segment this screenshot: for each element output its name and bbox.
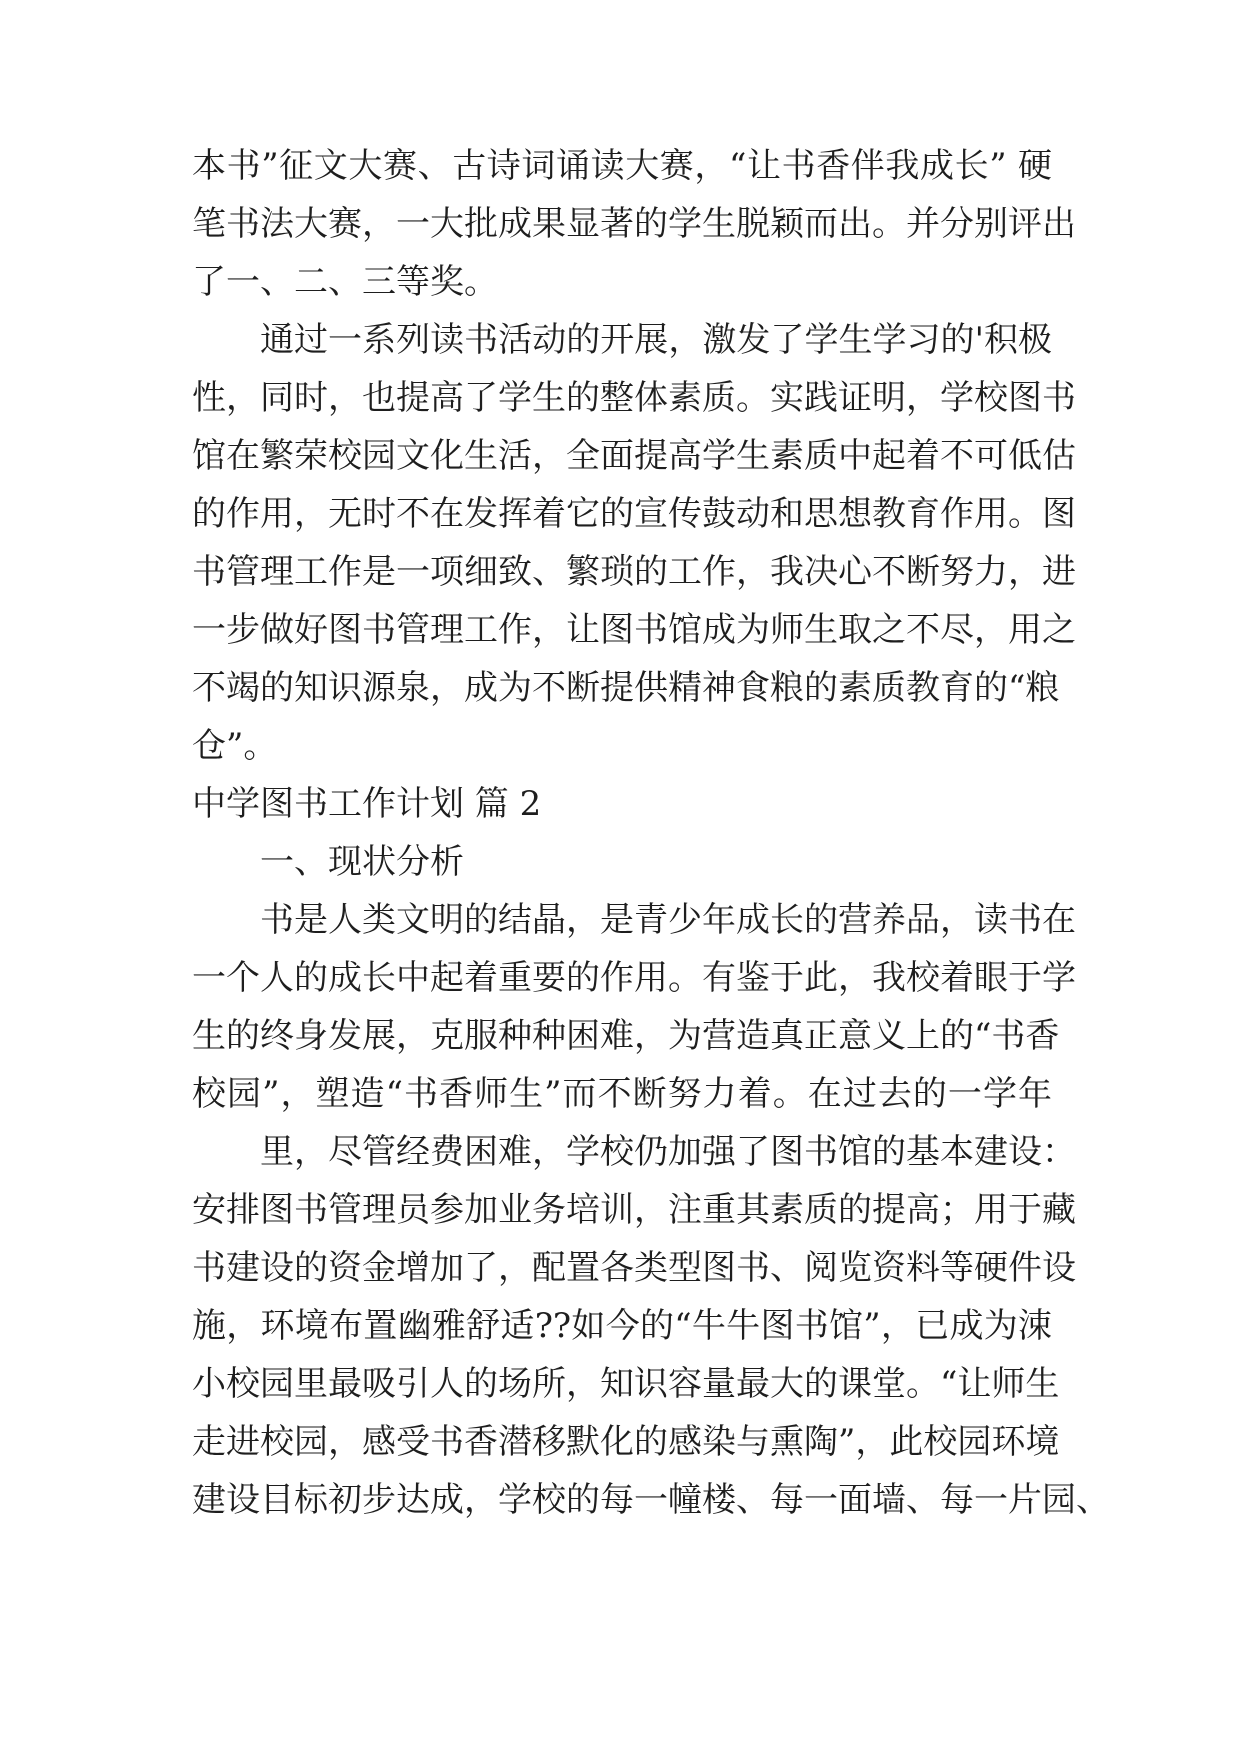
text-line: 不竭的知识源泉，成为不断提供精神食粮的素质教育的“粮 [192, 668, 1060, 708]
text-line: 一个人的成长中起着重要的作用。有鉴于此，我校着眼于学 [192, 958, 1076, 998]
text-line: 里，尽管经费困难，学校仍加强了图书馆的基本建设： [260, 1132, 1076, 1172]
text-line: 通过一系列读书活动的开展，激发了学生学习的'积极 [260, 320, 1052, 360]
text-line: 书建设的资金增加了，配置各类型图书、阅览资料等硬件设 [192, 1248, 1076, 1288]
text-line: 施，环境布置幽雅舒适??如今的“牛牛图书馆”，已成为涑 [192, 1306, 1052, 1346]
text-line: 笔书法大赛，一大批成果显著的学生脱颖而出。并分别评出 [192, 204, 1076, 244]
text-line: 了一、二、三等奖。 [192, 262, 498, 302]
text-line: 建设目标初步达成，学校的每一幢楼、每一面墙、每一片园、 [192, 1480, 1110, 1520]
section-heading: 中学图书工作计划 篇 2 [192, 784, 542, 824]
text-line: 书是人类文明的结晶，是青少年成长的营养品，读书在 [260, 900, 1076, 940]
text-line: 本书”征文大赛、古诗词诵读大赛，“让书香伴我成长” 硬 [192, 146, 1052, 186]
text-line: 的作用，无时不在发挥着它的宣传鼓动和思想教育作用。图 [192, 494, 1076, 534]
text-line: 生的终身发展，克服种种困难，为营造真正意义上的“书香 [192, 1016, 1060, 1056]
subsection-heading: 一、现状分析 [260, 842, 464, 882]
text-line: 仓”。 [192, 726, 278, 766]
text-line: 校园”，塑造“书香师生”而不断努力着。在过去的一学年 [192, 1074, 1052, 1114]
text-line: 一步做好图书管理工作，让图书馆成为师生取之不尽，用之 [192, 610, 1076, 650]
text-line: 小校园里最吸引人的场所，知识容量最大的课堂。“让师生 [192, 1364, 1060, 1404]
text-line: 性，同时，也提高了学生的整体素质。实践证明，学校图书 [192, 378, 1076, 418]
text-line: 安排图书管理员参加业务培训，注重其素质的提高；用于藏 [192, 1190, 1076, 1230]
text-line: 书管理工作是一项细致、繁琐的工作，我决心不断努力，进 [192, 552, 1076, 592]
text-line: 走进校园，感受书香潜移默化的感染与熏陶”，此校园环境 [192, 1422, 1060, 1462]
text-line: 馆在繁荣校园文化生活，全面提高学生素质中起着不可低估 [192, 436, 1076, 476]
